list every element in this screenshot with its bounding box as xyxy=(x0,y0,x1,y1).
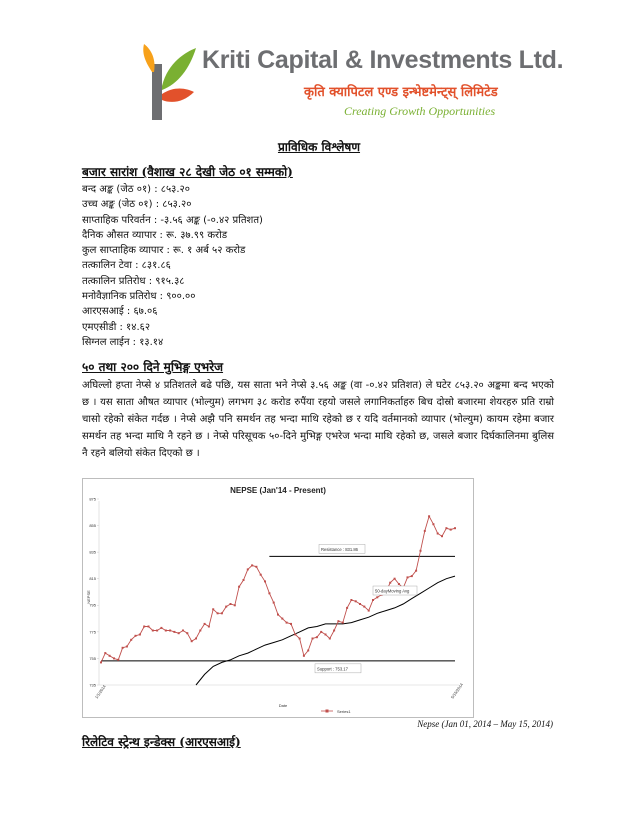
rsi-title: रिलेटिव स्ट्रेन्थ इन्डेक्स (आरएसआई) xyxy=(82,735,241,749)
moving-average-label: 50-dayMoving Avg xyxy=(375,588,410,594)
series-point xyxy=(394,578,396,580)
series-point xyxy=(234,604,236,606)
summary-item: साप्ताहिक परिवर्तन : -३.५६ अङ्क (-०.४२ प्रतिशत) xyxy=(82,214,263,226)
series-point xyxy=(217,612,219,614)
company-tagline: Creating Growth Opportunities xyxy=(344,104,496,118)
series-point xyxy=(329,638,331,640)
summary-item: तत्कालिन प्रतिरोध : ९१५.३८ xyxy=(82,275,185,287)
series-point xyxy=(286,622,288,624)
series-point xyxy=(281,618,283,620)
series-point xyxy=(191,640,193,642)
series-point xyxy=(104,652,106,654)
series-point xyxy=(208,626,210,628)
nepse-chart xyxy=(82,478,474,718)
series-point xyxy=(337,620,339,622)
series-point xyxy=(389,582,391,584)
series-point xyxy=(346,607,348,609)
series-point xyxy=(156,630,158,632)
series-point xyxy=(441,535,443,537)
series-point xyxy=(135,635,137,637)
series-point xyxy=(450,529,452,531)
summary-title: बजार सारांश (वैशाख २८ देखी जेठ ०१ सम्मको) xyxy=(82,165,293,179)
series-point xyxy=(432,523,434,525)
company-name-devanagari: कृति क्यापिटल एण्ड इन्भेष्टमेन्ट्स् लिमिटेड xyxy=(304,85,498,100)
series-point xyxy=(143,626,145,628)
series-point xyxy=(199,630,201,632)
series-point xyxy=(320,631,322,633)
summary-item: मनोवैज्ञानिक प्रतिरोध : ९००.०० xyxy=(82,291,196,303)
series-point xyxy=(350,599,352,601)
series-point xyxy=(139,634,141,636)
series-point xyxy=(186,632,188,634)
series-point xyxy=(359,603,361,605)
series-point xyxy=(363,606,365,608)
series-point xyxy=(333,630,335,632)
x-axis-label: Date xyxy=(278,703,288,708)
series-point xyxy=(160,627,162,629)
series-point xyxy=(294,634,296,636)
series-point xyxy=(372,599,374,601)
series-point xyxy=(420,550,422,552)
series-point xyxy=(316,636,318,638)
series-point xyxy=(126,646,128,648)
summary-item: सिग्नल लाईन : १३.१४ xyxy=(82,336,164,348)
series-point xyxy=(130,639,132,641)
series-point xyxy=(165,630,167,632)
x-tick-label: 1/1/2014 xyxy=(93,683,107,700)
moving-average-paragraph: अघिल्लो हप्ता नेप्से ४ प्रतिशतले बढे पछि, यस साता भने नेप्से ३.५६ अङ्क (वा -०.४२ प्रतिशत) ले घटेर ८५३.२० अङ्कमा बन्द भएको छ । यस साता औषत व्यापार (भोल्युम) लगभग ३८ करोड रुपैंया रहयो जसले लगानिकर्ताहरु बिच दोस्रो बजारमा शेयरहरु प्रति राम्रो चासो रहेको संकेत गर्दछ । नेप्से अझै पनि समर्थन तह भन्दा माथि रहेको छ र यदि वर्तमानको व्यापार (भोल्युम) कायम रहेमा बजार समर्थन तह भन्दा माथि नै रहने छ । नेप्से परिसूचक ५०-दिने मुभिङ्ग एभरेज भन्दा माथि रहेको छ, जसले बजार दिर्घकालिनमा बुलिस नै रहने बलियो संकेत दिएको छ । xyxy=(82,380,554,459)
series-point xyxy=(376,596,378,598)
leaf-logo-icon xyxy=(138,42,198,122)
summary-item: उच्च अङ्क (जेठ ०१) : ८५३.२० xyxy=(82,199,192,211)
summary-item: आरएसआई : ६७.०६ xyxy=(82,306,158,318)
series-point xyxy=(264,580,266,582)
resistance-label: Resistance : 831.86 xyxy=(321,546,359,552)
series-point xyxy=(255,566,257,568)
summary-item: दैनिक औसत व्यापार : रू. ३७.९९ करोड xyxy=(82,229,228,241)
series-point xyxy=(407,576,409,578)
y-tick-label: 835 xyxy=(89,549,96,555)
series-point xyxy=(212,608,214,610)
series-point xyxy=(445,527,447,529)
chart-title: NEPSE (Jan'14 - Present) xyxy=(230,486,326,495)
series-point xyxy=(355,600,357,602)
series-point xyxy=(117,659,119,661)
support-label: Support : 753.17 xyxy=(317,666,348,672)
series-point xyxy=(251,564,253,566)
series-point xyxy=(173,631,175,633)
series-point xyxy=(122,647,124,649)
y-tick-label: 875 xyxy=(89,496,96,502)
series-point xyxy=(221,612,223,614)
series-point xyxy=(260,574,262,576)
y-axis-label: NEPSE xyxy=(86,590,91,604)
series-point xyxy=(243,579,245,581)
series-point xyxy=(398,583,400,585)
chart-legend xyxy=(321,709,351,714)
series-point xyxy=(238,586,240,588)
series-point xyxy=(182,630,184,632)
summary-item: एमएसीडी : १४.६२ xyxy=(82,321,151,333)
series-point xyxy=(195,638,197,640)
y-tick-label: 795 xyxy=(89,602,96,608)
series-point xyxy=(428,515,430,517)
x-tick-label: 5/15/2014 xyxy=(449,682,465,700)
y-tick-label: 735 xyxy=(89,682,96,688)
y-tick-label: 855 xyxy=(89,522,96,528)
series-point xyxy=(307,650,309,652)
page-heading: प्राविधिक विश्लेषण xyxy=(277,140,361,154)
series-point xyxy=(113,657,115,659)
series-point xyxy=(437,533,439,535)
summary-item: कुल साप्ताहिक व्यापार : रू. १ अर्ब ५२ करोड xyxy=(82,245,246,257)
legend-marker xyxy=(326,710,329,713)
series-point xyxy=(247,568,249,570)
company-name: Kriti Capital & Investments Ltd. xyxy=(202,46,564,74)
series-point xyxy=(424,530,426,532)
series-point xyxy=(273,602,275,604)
series-point xyxy=(454,527,456,529)
legend-label: Series1 xyxy=(337,709,351,714)
series-point xyxy=(169,630,171,632)
summary-item: बन्द अङ्क (जेठ ०१) : ८५३.२० xyxy=(82,184,190,195)
series-point xyxy=(303,655,305,657)
series-point xyxy=(230,603,232,605)
chart-caption: Nepse (Jan 01, 2014 – May 15, 2014) xyxy=(417,719,553,729)
series-point xyxy=(368,610,370,612)
series-point xyxy=(299,638,301,640)
y-tick-label: 755 xyxy=(89,655,96,661)
y-tick-label: 815 xyxy=(89,576,96,582)
series-point xyxy=(415,570,417,572)
moving-average-title: ५० तथा २०० दिने मुभिङ्ग एभरेज xyxy=(82,360,224,374)
series-point xyxy=(411,575,413,577)
series-point xyxy=(268,592,270,594)
series-point xyxy=(204,623,206,625)
summary-list xyxy=(82,182,263,350)
series-point xyxy=(312,638,314,640)
series-point xyxy=(100,661,102,663)
series-point xyxy=(109,655,111,657)
series-point xyxy=(290,623,292,625)
series-point xyxy=(152,630,154,632)
series-point xyxy=(277,614,279,616)
summary-item: तत्कालिन टेवा : ८३१.८६ xyxy=(82,260,171,272)
series-point xyxy=(178,632,180,634)
company-logo xyxy=(138,38,564,128)
y-tick-label: 775 xyxy=(89,629,96,635)
series-point xyxy=(148,626,150,628)
series-point xyxy=(325,634,327,636)
nepse-chart-svg xyxy=(83,479,473,717)
series-point xyxy=(342,622,344,624)
series-point xyxy=(225,606,227,608)
